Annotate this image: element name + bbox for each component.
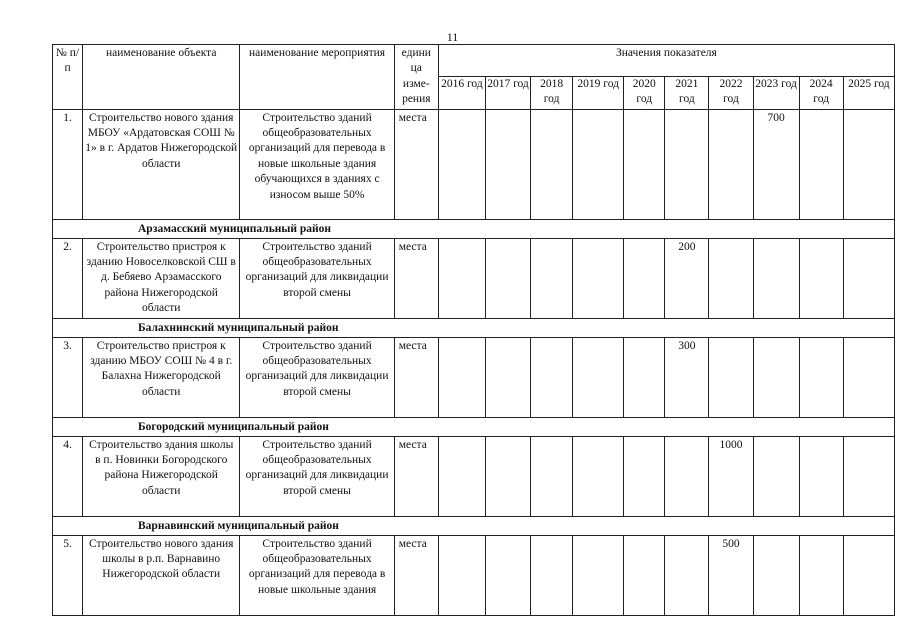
table-row [53, 535, 895, 615]
value-cell: 300 [665, 337, 709, 417]
row-num: 3. [53, 337, 83, 417]
value-cell [438, 109, 485, 219]
value-cell [843, 238, 894, 318]
header-year: 2023 год [753, 76, 799, 109]
table-row [53, 109, 895, 219]
value-cell [531, 436, 573, 516]
value-cell [531, 238, 573, 318]
district-name: Богородский муниципальный район [53, 417, 895, 436]
value-cell [799, 109, 843, 219]
value-cell [485, 109, 530, 219]
value-cell [665, 109, 709, 219]
district-name: Балахнинский муниципальный район [53, 318, 895, 337]
value-cell [843, 337, 894, 417]
value-cell [799, 436, 843, 516]
district-row [53, 318, 895, 337]
value-cell [624, 109, 665, 219]
value-cell [753, 337, 799, 417]
value-cell [753, 535, 799, 615]
value-cell [843, 535, 894, 615]
header-unit-line: изме- [402, 77, 430, 90]
district-row [53, 417, 895, 436]
measure-name: Строительство зданий общеобразовательных организаций для перевода в новые школьные здания [240, 535, 394, 615]
value-cell [799, 535, 843, 615]
value-cell [843, 109, 894, 219]
value-cell [843, 436, 894, 516]
header-num: № п/п [53, 45, 83, 110]
value-cell [665, 535, 709, 615]
value-cell [624, 337, 665, 417]
header-year: 2022 год [709, 76, 753, 109]
row-num: 4. [53, 436, 83, 516]
value-cell [485, 436, 530, 516]
object-name: Строительство нового здания школы в р.п. Варнавино Нижегородской области [83, 535, 240, 615]
value-cell [624, 436, 665, 516]
header-object: наименование объекта [83, 45, 240, 110]
value-cell: 200 [665, 238, 709, 318]
header-unit-line: ца [410, 62, 422, 75]
district-name: Варнавинский муниципальный район [53, 516, 895, 535]
value-cell [753, 436, 799, 516]
header-year: 2017 год [485, 76, 530, 109]
unit: места [394, 535, 438, 615]
unit: места [394, 436, 438, 516]
unit: места [394, 337, 438, 417]
value-cell [799, 337, 843, 417]
measure-name: Строительство зданий общеобразовательных организаций для ликвидации второй смены [240, 238, 394, 318]
object-name: Строительство пристроя к зданию Новоселковской СШ в д. Бебяево Арзамасского района Нижегородской области [83, 238, 240, 318]
measure-name: Строительство зданий общеобразовательных организаций для ликвидации второй смены [240, 337, 394, 417]
header-row-1 [53, 45, 895, 77]
header-year: 2021 год [665, 76, 709, 109]
row-num: 1. [53, 109, 83, 219]
measure-name: Строительство зданий общеобразовательных организаций для перевода в новые школьные здания обучающихся в зданиях с износом выше 50% [240, 109, 394, 219]
header-values-title: Значения показателя [438, 45, 894, 77]
value-cell [624, 238, 665, 318]
value-cell [709, 337, 753, 417]
row-num: 5. [53, 535, 83, 615]
header-year: 2018 год [531, 76, 573, 109]
value-cell [485, 238, 530, 318]
row-num: 2. [53, 238, 83, 318]
header-unit-line: рения [402, 93, 431, 106]
header-year: 2024 год [799, 76, 843, 109]
value-cell: 1000 [709, 436, 753, 516]
header-measure: наименование мероприятия [240, 45, 394, 110]
object-name: Строительство здания школы в п. Новинки Богородского района Нижегородской области [83, 436, 240, 516]
header-year: 2020 год [624, 76, 665, 109]
table-row [53, 337, 895, 417]
header-unit-line: едини [401, 47, 431, 59]
object-name: Строительство пристроя к зданию МБОУ СОШ № 4 в г. Балахна Нижегородской области [83, 337, 240, 417]
value-cell [753, 238, 799, 318]
value-cell [438, 337, 485, 417]
value-cell [573, 436, 624, 516]
district-name: Арзамасский муниципальный район [53, 219, 895, 238]
page-number: 11 [446, 30, 459, 44]
header-unit [394, 45, 438, 110]
object-name: Строительство нового здания МБОУ «Ардатовская СОШ № 1» в г. Ардатов Нижегородской области [83, 109, 240, 219]
unit: места [394, 109, 438, 219]
value-cell: 500 [709, 535, 753, 615]
value-cell [531, 535, 573, 615]
unit: места [394, 238, 438, 318]
value-cell [573, 535, 624, 615]
header-year: 2025 год [843, 76, 894, 109]
value-cell [624, 535, 665, 615]
value-cell [573, 109, 624, 219]
value-cell [531, 337, 573, 417]
value-cell: 700 [753, 109, 799, 219]
district-row [53, 219, 895, 238]
value-cell [573, 337, 624, 417]
measure-name: Строительство зданий общеобразовательных организаций для ликвидации второй смены [240, 436, 394, 516]
value-cell [573, 238, 624, 318]
value-cell [665, 436, 709, 516]
table-row [53, 436, 895, 516]
indicator-table [52, 44, 895, 616]
value-cell [531, 109, 573, 219]
value-cell [438, 238, 485, 318]
value-cell [438, 535, 485, 615]
header-year: 2019 год [573, 76, 624, 109]
header-year: 2016 год [438, 76, 485, 109]
district-row [53, 516, 895, 535]
value-cell [485, 535, 530, 615]
value-cell [709, 238, 753, 318]
value-cell [799, 238, 843, 318]
table-row [53, 238, 895, 318]
value-cell [438, 436, 485, 516]
value-cell [709, 109, 753, 219]
value-cell [485, 337, 530, 417]
